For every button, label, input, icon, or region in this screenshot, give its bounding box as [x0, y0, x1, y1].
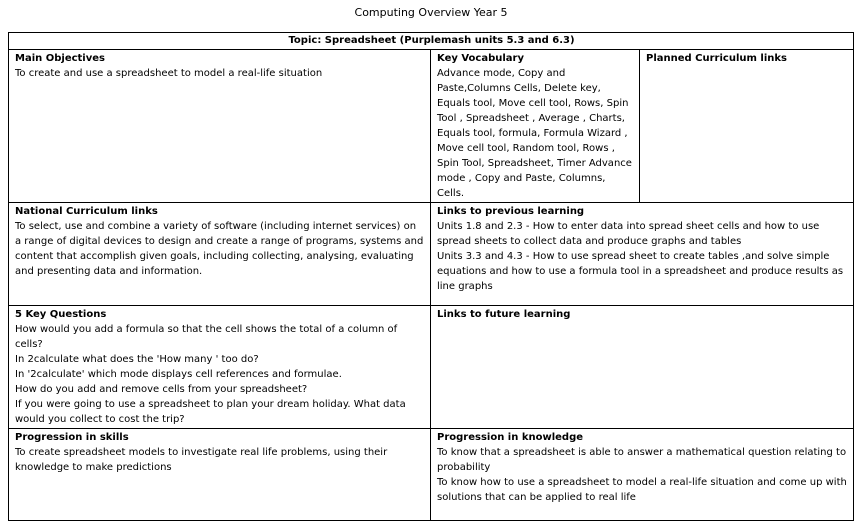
links-future-learning-cell — [431, 306, 854, 429]
topic-heading: Topic: Spreadsheet (Purplemash units 5.3 and 6.3) — [288, 35, 575, 46]
main-objectives-text: To create and use a spreadsheet to model a real-life situation — [15, 68, 323, 79]
links-future-learning-heading: Links to future learning — [437, 309, 571, 320]
links-previous-learning-cell — [431, 203, 854, 306]
topic-cell — [9, 33, 854, 50]
progression-knowledge-cell — [431, 429, 854, 521]
progression-skills-text: To create spreadsheet models to investigate real life problems, using their knowledge to make predictions — [15, 447, 388, 473]
overview-table — [8, 32, 854, 521]
key-questions-heading: 5 Key Questions — [15, 309, 107, 320]
progression-knowledge-paragraph: To know that a spreadsheet is able to answer a mathematical question relating to probability — [437, 447, 847, 473]
key-questions-cell — [9, 306, 431, 429]
national-curriculum-links-text: To select, use and combine a variety of software (including internet services) on a range of digital devices to design and create a range of programs, systems and content that accomplish given goals, including collecting, analysing, evaluating and presenting data and information. — [15, 221, 424, 277]
key-vocabulary-cell — [431, 50, 640, 203]
progression-skills-heading: Progression in skills — [15, 432, 129, 443]
progression-knowledge-heading: Progression in knowledge — [437, 432, 584, 443]
national-curriculum-links-heading: National Curriculum links — [15, 206, 158, 217]
progression-skills-cell — [9, 429, 431, 521]
key-question: How would you add a formula so that the cell shows the total of a column of cells? — [15, 324, 398, 350]
main-objectives-cell — [9, 50, 431, 203]
national-curriculum-links-cell — [9, 203, 431, 306]
key-question: If you were going to use a spreadsheet to plan your dream holiday. What data would you collect to cost the trip? — [15, 399, 406, 425]
key-vocabulary-text: Advance mode, Copy and Paste,Columns Cells, Delete key, Equals tool, Move cell tool, Rows, Spin Tool , Spreadsheet , Average , Charts, Equals tool, formula, Formula Wizard , Move cell tool, Random tool, Rows , Spin Tool, Spreadsheet, Timer Advance mode , Copy and Paste, Columns, Cells. — [437, 68, 632, 199]
links-previous-learning-heading: Links to previous learning — [437, 206, 585, 217]
document-title: Computing Overview Year 5 — [354, 6, 508, 19]
key-question: In 2calculate what does the 'How many ' too do? — [15, 354, 259, 365]
planned-curriculum-links-cell — [640, 50, 854, 203]
key-vocabulary-heading: Key Vocabulary — [437, 53, 524, 64]
key-question: How do you add and remove cells from your spreadsheet? — [15, 384, 308, 395]
main-objectives-heading: Main Objectives — [15, 53, 105, 64]
planned-curriculum-links-heading: Planned Curriculum links — [646, 53, 787, 64]
previous-learning-paragraph: Units 3.3 and 4.3 - How to use spread sheet to create tables ,and solve simple equations and how to use a formula tool in a spreadsheet and produce results as line graphs — [437, 251, 844, 292]
progression-knowledge-paragraph: To know how to use a spreadsheet to model a real-life situation and come up with solutions that can be applied to real life — [437, 477, 847, 503]
previous-learning-paragraph: Units 1.8 and 2.3 - How to enter data into spread sheet cells and how to use spread sheets to collect data and produce graphs and tables — [437, 221, 820, 247]
key-question: In '2calculate' which mode displays cell references and formulae. — [15, 369, 342, 380]
